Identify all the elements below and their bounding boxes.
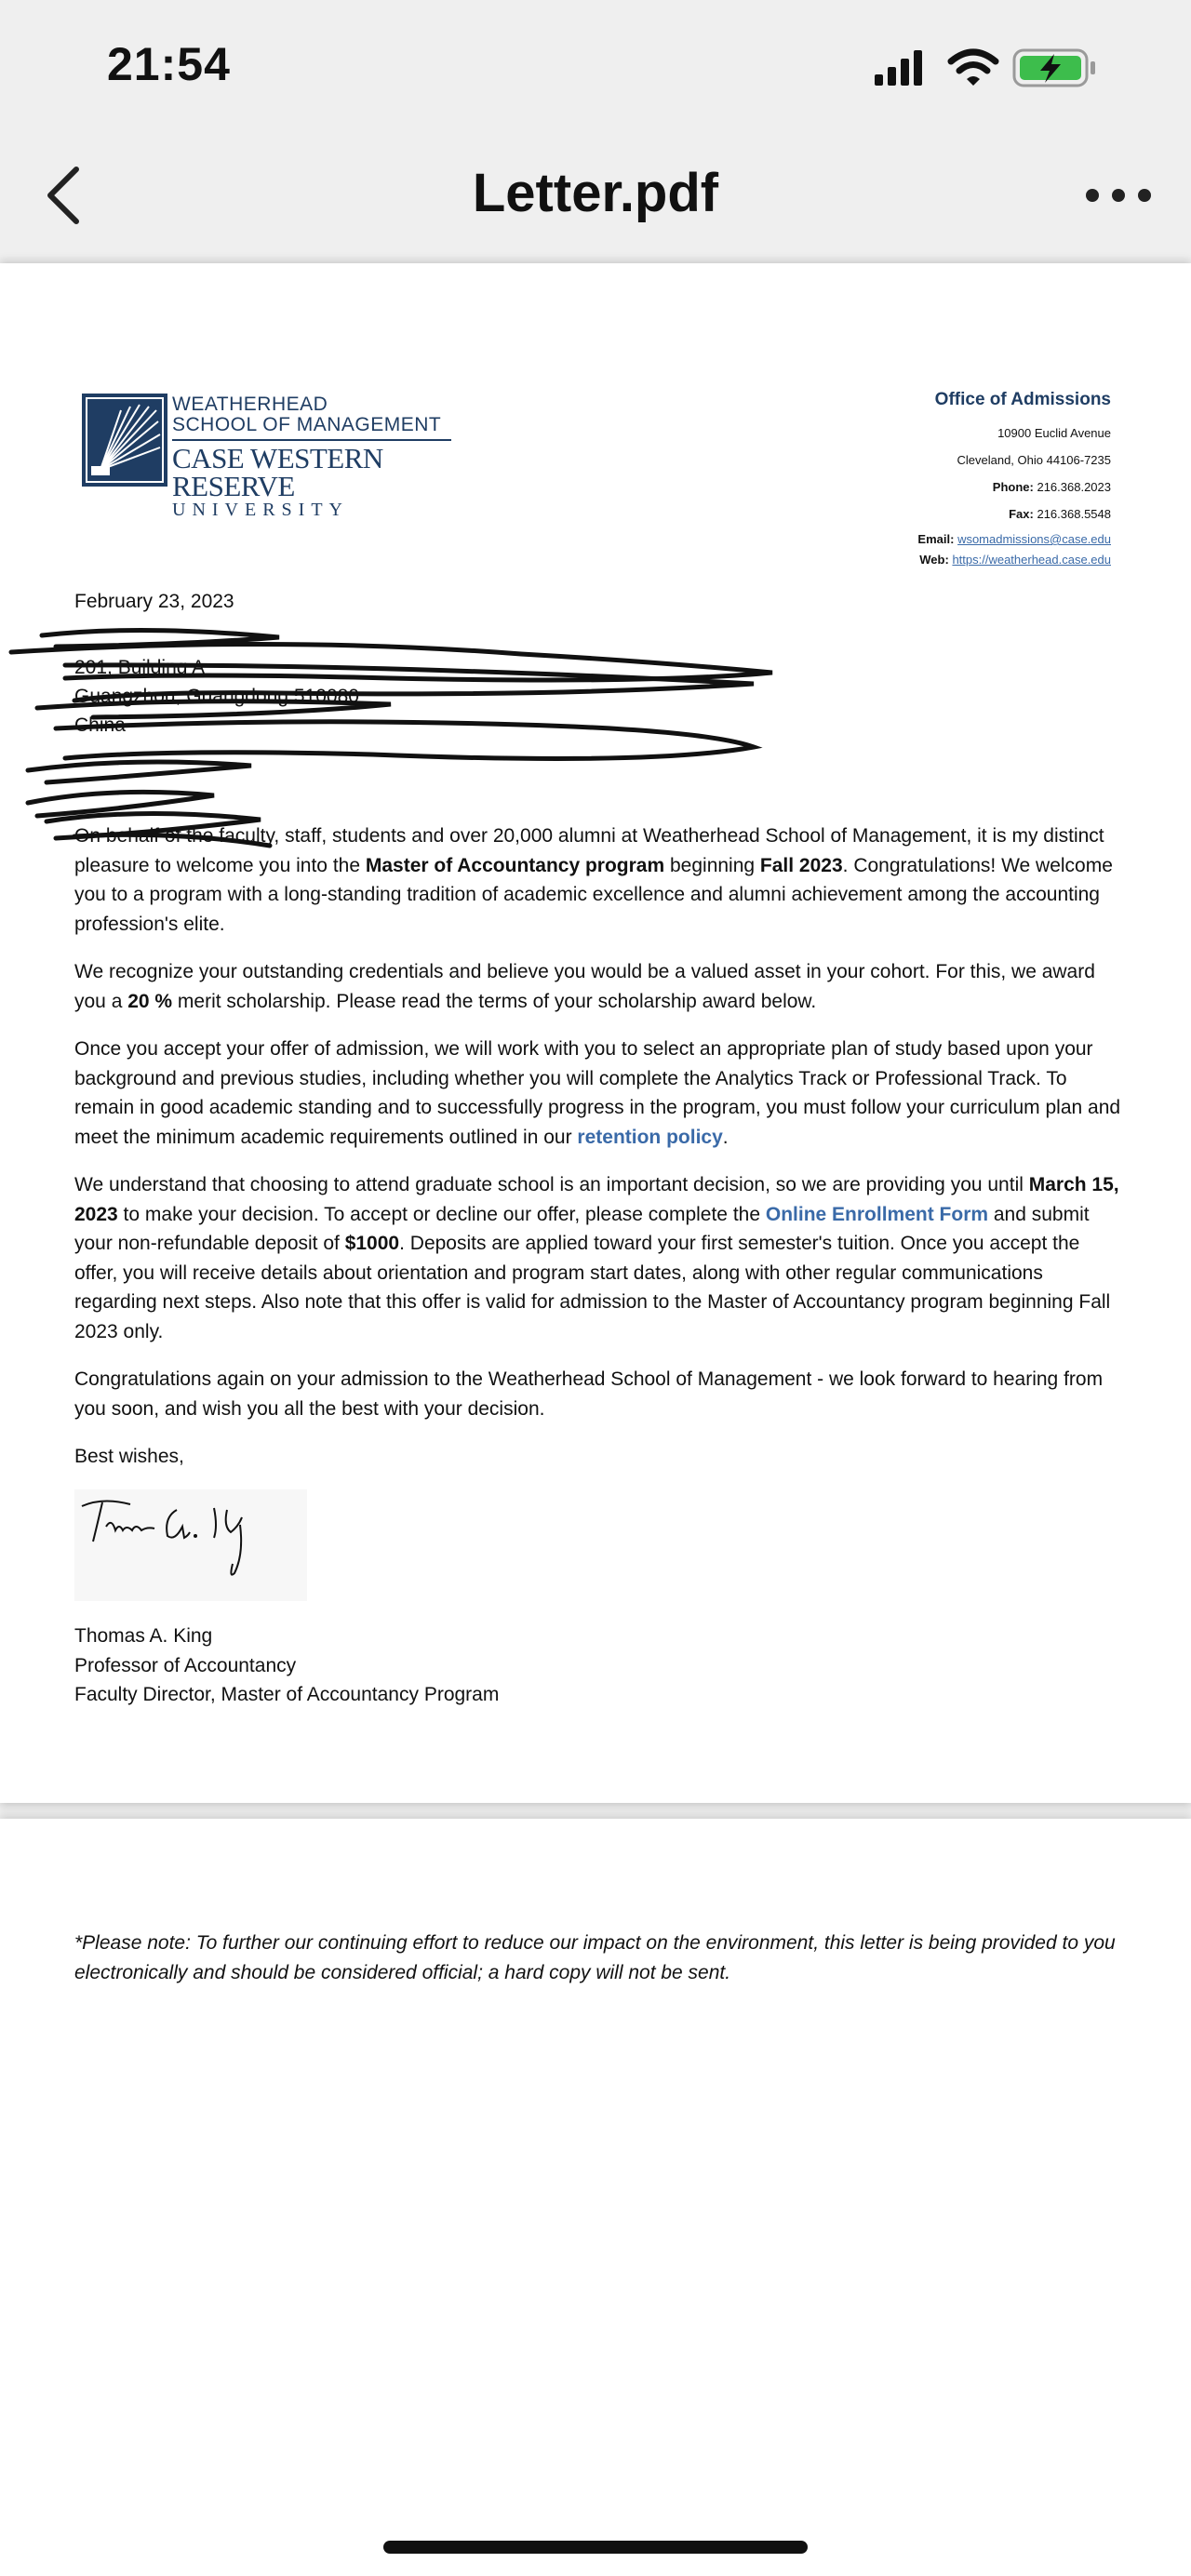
closing: Best wishes,: [74, 1446, 184, 1467]
signature-image: [74, 1489, 307, 1601]
office-email: Email: wsomadmissions@case.edu: [917, 532, 1111, 546]
home-indicator[interactable]: [383, 2541, 808, 2554]
retention-policy-link[interactable]: retention policy: [577, 1126, 723, 1148]
signer-title-1: Professor of Accountancy: [74, 1654, 297, 1676]
signer-name: Thomas A. King: [74, 1625, 213, 1647]
recipient-address: [74, 624, 1121, 740]
address-line-3: Guangzhou, Guangdong 510080: [74, 686, 359, 707]
status-icons: [875, 45, 1117, 91]
paragraph-congratulations: Congratulations again on your admission to the Weatherhead School of Management - we look forward to hearing from you soon, and wish you all the best with your decision.: [74, 1368, 1104, 1420]
logo-divider: [172, 439, 451, 441]
pdf-page-2[interactable]: [0, 1819, 1191, 2576]
office-web: Web: https://weatherhead.case.edu: [919, 553, 1111, 567]
status-bar: [0, 0, 1191, 130]
signer-title-2: Faculty Director, Master of Accountancy Program: [74, 1684, 500, 1705]
signer-block: [74, 1622, 499, 1710]
status-time: 21:54: [107, 38, 231, 90]
email-link[interactable]: wsomadmissions@case.edu: [957, 532, 1111, 546]
ellipsis-icon[interactable]: [1081, 167, 1156, 223]
logo-line-1: WEATHERHEAD: [172, 394, 328, 415]
paragraph-deadline: We understand that choosing to attend graduate school is an important decision, so we are providing you until March 15, 2023 to make your decision. To accept or decline our offer, please complete the Online Enrollment Form and submit your non-refundable deposit of $1000. Deposits are applied toward your first semester's tuition. Once you accept the offer, you will receive details about orientation and program start dates, along with other regular communications regarding next steps. Also note that this offer is valid for admission to the Master of Accountancy program beginning Fall 2023 only.: [74, 1174, 1119, 1342]
online-enrollment-form-link[interactable]: Online Enrollment Form: [765, 1203, 989, 1225]
address-line-2: 201, Building A: [74, 657, 206, 678]
office-info: [917, 390, 1111, 568]
pdf-page-1[interactable]: [0, 263, 1191, 1803]
sunburst-logo-icon: [82, 394, 167, 487]
office-address-1: 10900 Euclid Avenue: [997, 426, 1111, 440]
nav-bar: [0, 140, 1191, 251]
letter-body: [74, 821, 1121, 1490]
logo-line-3: CASE WESTERN RESERVE: [172, 442, 383, 502]
battery-charging-icon: [1014, 50, 1095, 86]
paragraph-welcome: On behalf of the faculty, staff, students and over 20,000 alumni at Weatherhead School of Management, it is my distinct pleasure to welcome you into the Master of Accountancy program beginning Fall 2023. Congratulations! We welcome you to a program with a long-standing tradition of academic excellence and alumni achievement among the accounting profession's elite.: [74, 825, 1113, 935]
logo-line-2: SCHOOL OF MANAGEMENT: [172, 414, 442, 435]
office-fax: Fax: 216.368.5548: [1009, 507, 1111, 521]
document-title: Letter.pdf: [472, 163, 719, 223]
wifi-icon: [951, 52, 996, 86]
office-address-2: Cleveland, Ohio 44106-7235: [957, 453, 1111, 467]
office-title: Office of Admissions: [934, 390, 1111, 409]
logo-line-4: UNIVERSITY: [172, 500, 349, 520]
letter-date: February 23, 2023: [74, 591, 234, 612]
environment-note: *Please note: To further our continuing effort to reduce our impact on the environment, this letter is being provided to you electronically and should be considered official; a hard copy will not be sent.: [74, 1932, 1116, 1983]
cellular-signal-icon: [875, 50, 922, 86]
office-phone: Phone: 216.368.2023: [992, 480, 1111, 494]
paragraph-scholarship: We recognize your outstanding credentials and believe you would be a valued asset in your cohort. For this, we award you a 20 % merit scholarship. Please read the terms of your scholarship award below.: [74, 961, 1095, 1012]
address-line-1: [74, 624, 1121, 653]
weatherhead-logo: [82, 394, 473, 520]
paragraph-study-plan: Once you accept your offer of admission, we will work with you to select an appropriate plan of study based upon your background and previous studies, including whether you will complete the Analytics Track or Professional Track. To remain in good academic standing and to successfully progress in the program, you must follow your curriculum plan and meet the minimum academic requirements outlined in our retention policy.: [74, 1038, 1121, 1148]
address-line-4: China: [74, 714, 126, 736]
web-link[interactable]: https://weatherhead.case.edu: [952, 553, 1111, 567]
